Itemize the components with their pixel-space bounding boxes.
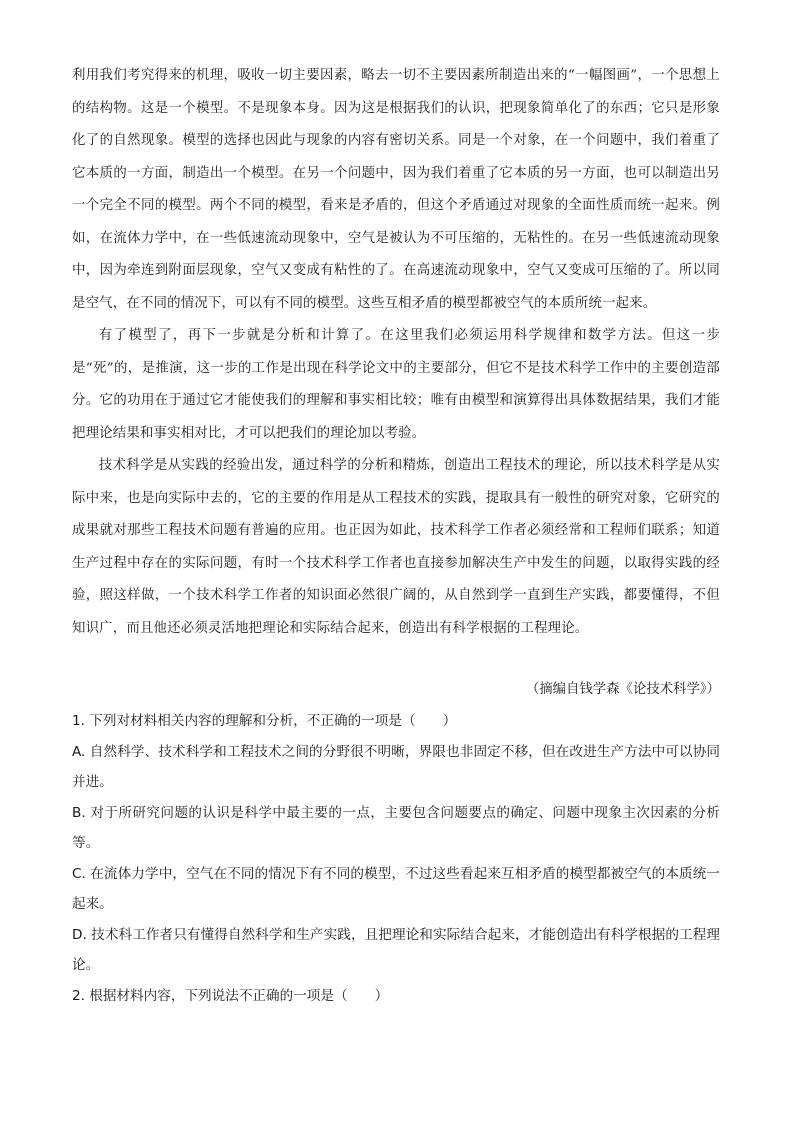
passage-source: （摘编自钱学森《论技术科学》）: [525, 682, 720, 697]
question-1-option-a: A. 自然科学、技术科学和工程技术之间的分野很不明晰，界限也非固定不移，但在改进生产方法中可以协同并进。: [72, 743, 720, 790]
question-1-stem: 1. 下列对材料相关内容的理解和分析，不正确的一项是（ ）: [72, 713, 457, 729]
passage-paragraph-2: 有了模型了，再下一步就是分析和计算了。在这里我们必须运用科学规律和数学方法。但这一步是“死”的，是推演，这一步的工作是出现在科学论文中的主要部分，但它不是技术科学工作中的主要创造部分。它的功用在于通过它才能使我们的理解和事实相比较；唯有由模型和演算得出具体数据结果，我们才能把理论结果和事实相对比，才可以把我们的理论加以考验。: [72, 328, 720, 441]
question-1-option-b: B. 对于所研究问题的认识是科学中最主要的一点，主要包含问题要点的确定、问题中现象主次因素的分析等。: [72, 804, 720, 851]
document-page: [72, 60, 720, 1011]
question-2-stem: 2. 根据材料内容，下列说法不正确的一项是（ ）: [72, 987, 389, 1004]
passage-paragraph-3: 技术科学是从实践的经验出发，通过科学的分析和精炼，创造出工程技术的理论，所以技术科学是从实际中来，也是向实际中去的，它的主要的作用是从工程技术的实践，提取具有一般性的研究对象，它研究的成果就对那些工程技术问题有普遍的应用。也正因为如此，技术科学工作者必须经常和工程师们联系；知道生产过程中存在的实际问题，有时一个技术科学工作者也直接参加解决生产中发生的问题，以取得实践的经验，照这样做，一个技术科学工作者的知识面必然很广阔的，从自然到学一直到生产实践，都要懂得，不但知识广，而且他还必须灵活地把理论和实际结合起来，创造出有科学根据的工程理论。: [72, 458, 720, 636]
question-1-option-c: C. 在流体力学中，空气在不同的情况下有不同的模型，不过这些看起来互相矛盾的模型都被空气的本质统一起来。: [72, 865, 720, 912]
passage-paragraph-1: 利用我们考究得来的机理，吸收一切主要因素，略去一切不主要因素所制造出来的“一幅图画”，一个思想上的结构物。这是一个模型。不是现象本身。因为这是根据我们的认识，把现象简单化了的东西；它只是形象化了的自然现象。模型的选择也因此与现象的内容有密切关系。同是一个对象，在一个问题中，我们着重了它本质的一方面，制造出一个模型。在另一个问题中，因为我们着重了它本质的另一方面，也可以制造出另一个完全不同的模型。两个不同的模型，看来是矛盾的，但这个矛盾通过对现象的全面性质而统一起来。例如，在流体力学中，在一些低速流动现象中，空气是被认为不可压缩的，无粘性的。在另一些低速流动现象中，因为牵连到附面层现象，空气又变成有粘性的了。在高速流动现象中，空气又变成可压缩的了。所以同是空气，在不同的情况下，可以有不同的模型。这些互相矛盾的模型都被空气的本质所统一起来。: [72, 68, 720, 311]
question-1-option-d: D. 技术科工作者只有懂得自然科学和生产实践，且把理论和实际结合起来，才能创造出有科学根据的工程理论。: [72, 926, 720, 973]
